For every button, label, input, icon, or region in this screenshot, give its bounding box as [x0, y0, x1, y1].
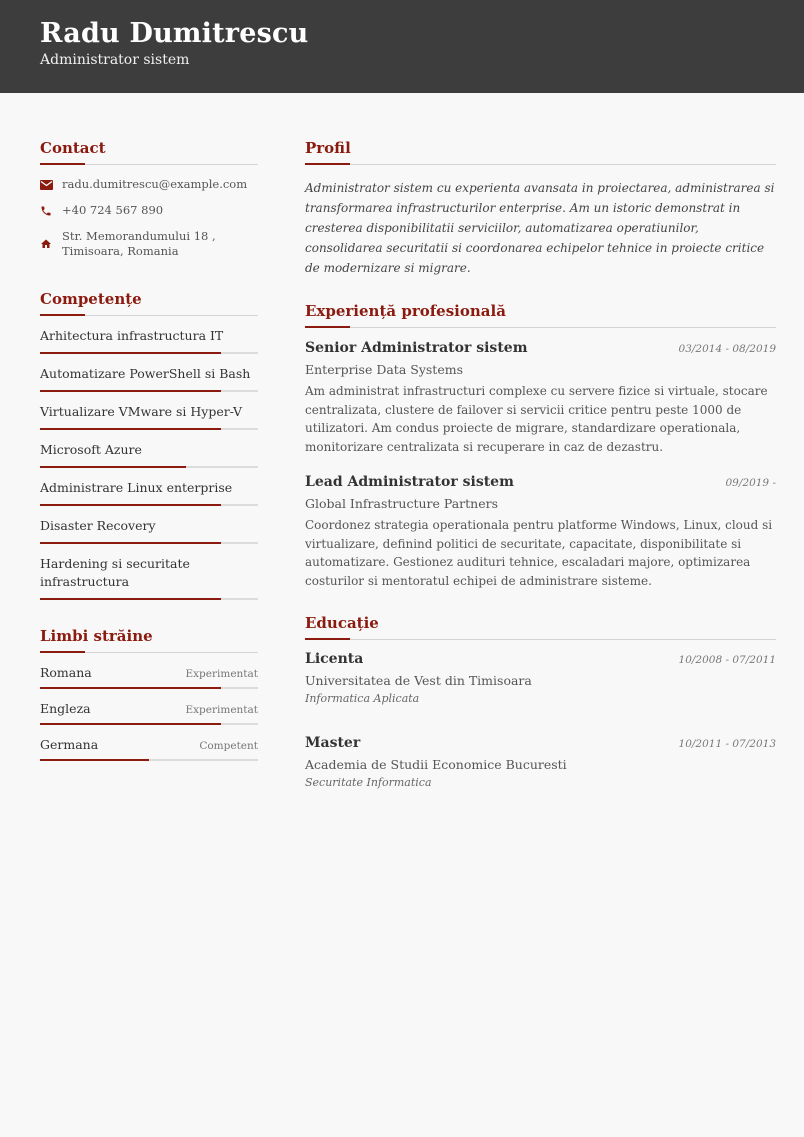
job-entry [305, 474, 776, 590]
skill-level-bar [40, 504, 258, 506]
job-company: Global Infrastructure Partners [305, 496, 498, 511]
education-title: Educație [305, 614, 776, 640]
phone-icon [40, 203, 62, 218]
job-date: 09/2019 - [725, 477, 776, 489]
job-title: Senior Administrator sistem [305, 340, 528, 356]
study-field: Informatica Aplicata [305, 692, 420, 705]
contact-section [40, 139, 258, 259]
language-item [40, 653, 258, 689]
skill-label: Disaster Recovery [40, 518, 156, 533]
languages-section [40, 627, 258, 761]
home-icon [40, 229, 62, 259]
study-field: Securitate Informatica [305, 776, 432, 789]
skill-label: Virtualizare VMware si Hyper-V [40, 404, 243, 419]
skill-item [40, 544, 258, 600]
resume-header [0, 0, 804, 93]
email-text: radu.dumitrescu@example.com [62, 177, 248, 191]
education-date: 10/2011 - 07/2013 [678, 738, 776, 750]
profile-text: Administrator sistem cu experienta avansata in proiectarea, administrarea si transformarea infrastructurilor enterprise. Am un istoric demonstrat in cresterea disponibilitatii serviciilor, automatizarea operatiunilor, consolidarea securitatii si coordonarea echipelor tehnice in proiecte critice de modernizare si migrare. [305, 181, 775, 275]
language-name: Romana [40, 665, 92, 680]
skill-level-fill [40, 598, 221, 600]
language-level: Experimentat [185, 668, 258, 680]
skill-label: Automatizare PowerShell si Bash [40, 366, 251, 381]
education-section [305, 614, 776, 789]
language-level-bar [40, 687, 258, 689]
job-entry [305, 340, 776, 456]
language-level-fill [40, 687, 221, 689]
person-name: Radu Dumitrescu [40, 18, 309, 49]
skill-item [40, 354, 258, 392]
education-date: 10/2008 - 07/2011 [678, 654, 776, 666]
language-name: Germana [40, 737, 99, 752]
skill-level-fill [40, 504, 221, 506]
language-level-bar [40, 723, 258, 725]
skill-label: Microsoft Azure [40, 442, 142, 457]
job-description: Am administrat infrastructuri complexe cu servere fizice si virtuale, stocare centralizata, clustere de failover si servicii critice pentru peste 1000 de utilizatori. Am condus proiecte de migrare, standardizare operationala, monitorizare centralizata si recuperare in caz de dezastru. [305, 384, 768, 454]
skills-list [40, 316, 258, 600]
skill-level-bar [40, 598, 258, 600]
language-item [40, 689, 258, 725]
language-item [40, 725, 258, 761]
languages-list [40, 653, 258, 761]
degree-title: Master [305, 735, 361, 751]
skill-item [40, 392, 258, 430]
experience-section [305, 302, 776, 590]
skill-level-fill [40, 428, 221, 430]
skill-level-bar [40, 352, 258, 354]
job-description: Coordonez strategia operationala pentru platforme Windows, Linux, cloud si virtualizare, definind politici de securitate, capacitate, disponibilitate si automatizare. Gestionez audituri tehnice, escaladari majore, optimizarea costurilor si mentoratul echipei de administrare sisteme. [305, 518, 773, 588]
language-level-bar [40, 759, 258, 761]
skill-level-bar [40, 542, 258, 544]
skill-label: Arhitectura infrastructura IT [40, 328, 224, 343]
skills-section [40, 290, 258, 600]
skills-title: Competențe [40, 290, 258, 316]
profile-section [305, 139, 776, 278]
contact-email[interactable] [40, 177, 258, 192]
job-title: Lead Administrator sistem [305, 474, 514, 490]
skill-level-fill [40, 352, 221, 354]
language-level-fill [40, 723, 221, 725]
left-column [40, 139, 258, 761]
contact-title: Contact [40, 139, 258, 165]
skill-item [40, 468, 258, 506]
language-level: Experimentat [185, 704, 258, 716]
skill-item [40, 316, 258, 354]
address-text: Str. Memorandumului 18 , Timisoara, Romania [62, 229, 216, 258]
experience-title: Experiență profesională [305, 302, 776, 328]
skill-level-bar [40, 390, 258, 392]
languages-title: Limbi străine [40, 627, 258, 653]
skill-item [40, 430, 258, 468]
skill-level-bar [40, 428, 258, 430]
school-name: Academia de Studii Economice Bucuresti [305, 757, 567, 772]
mail-icon [40, 177, 62, 192]
right-column [305, 139, 776, 789]
language-name: Engleza [40, 701, 91, 716]
skill-level-fill [40, 390, 221, 392]
contact-address [40, 229, 258, 259]
skill-label: Administrare Linux enterprise [40, 480, 233, 495]
skill-level-bar [40, 466, 258, 468]
job-company: Enterprise Data Systems [305, 362, 463, 377]
skill-level-fill [40, 466, 186, 468]
job-date: 03/2014 - 08/2019 [678, 343, 776, 355]
education-entry [305, 651, 776, 705]
contact-phone[interactable] [40, 203, 258, 218]
language-level: Competent [199, 740, 258, 752]
skill-label: Hardening si securitate infrastructura [40, 556, 190, 589]
person-role: Administrator sistem [40, 52, 190, 68]
skill-item [40, 506, 258, 544]
profile-title: Profil [305, 139, 776, 165]
degree-title: Licenta [305, 651, 364, 667]
language-level-fill [40, 759, 149, 761]
phone-text: +40 724 567 890 [62, 203, 164, 217]
education-entry [305, 735, 776, 789]
school-name: Universitatea de Vest din Timisoara [305, 673, 532, 688]
skill-level-fill [40, 542, 221, 544]
